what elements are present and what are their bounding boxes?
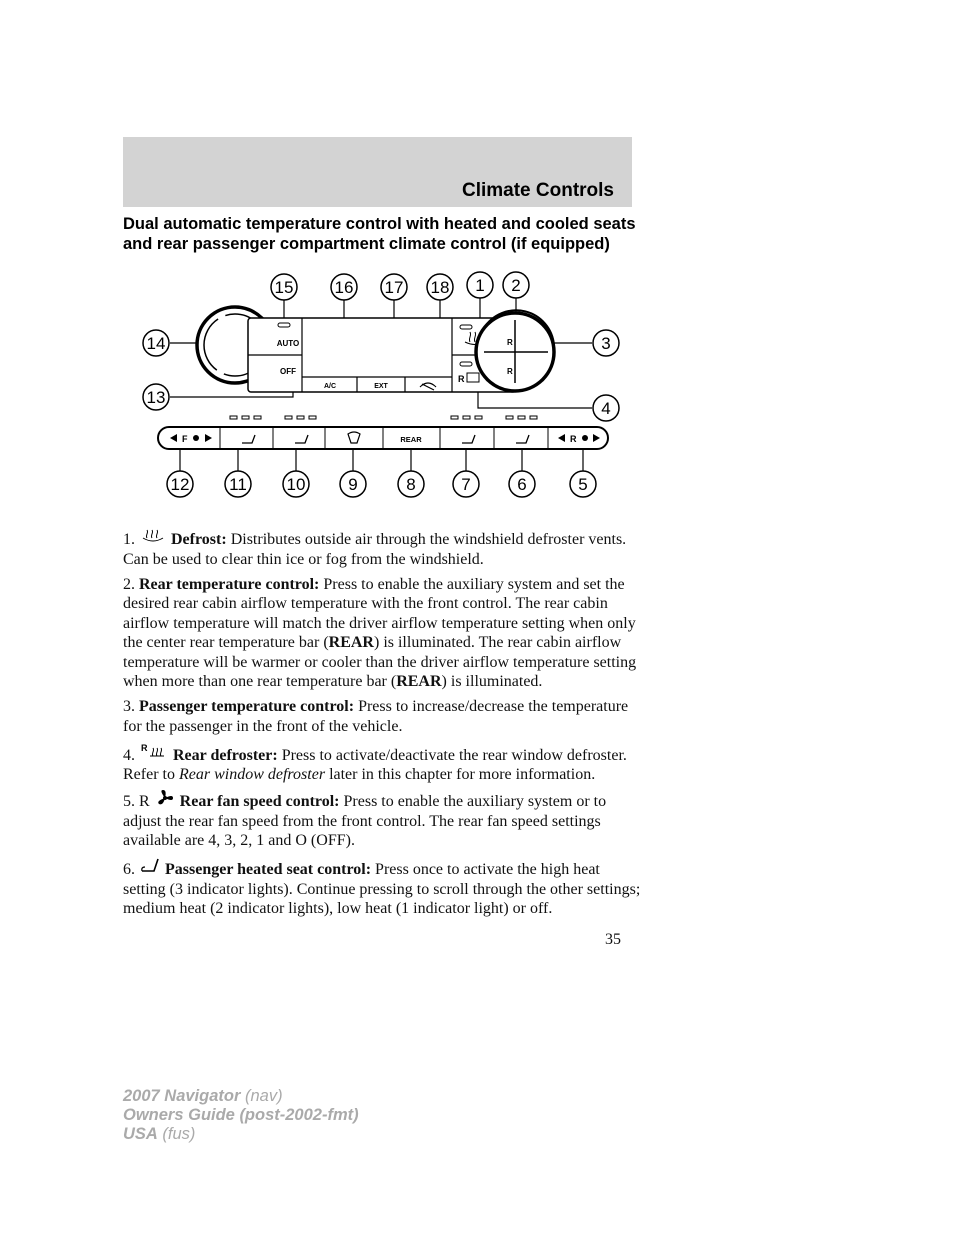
callout-number-10: 10 [286,475,306,494]
item-3: 3. Passenger temperature control: Press to increase/decrease the temperature for the passenger in the front of the vehicle. [123,698,629,735]
heated-seat-icon [139,856,161,874]
off-label: OFF [280,367,296,376]
page-number: 35 [605,931,621,948]
callout-number-14: 14 [146,334,166,353]
callout-number-11: 11 [229,475,247,494]
header-band [123,137,632,207]
fan-icon [154,790,176,806]
callout-number-16: 16 [334,278,354,297]
callout-number-5: 5 [578,475,588,494]
callout-number-12: 12 [170,475,190,494]
callout-number-13: 13 [146,388,166,407]
defrost-icon [139,528,167,544]
rear-defrost-r-label: R [458,374,465,384]
item-list [123,528,643,924]
footer: 2007 Navigator (nav) Owners Guide (post-2002-fmt) USA (fus) [123,1087,359,1143]
item-6: 6. Passenger heated seat control: Press once to activate the high heat setting (3 indicator lights). Continue pressing to scroll through the other settings; medium heat (2 indicator lights), low heat (1 indicator light) or off. [123,856,643,919]
callout-number-15: 15 [274,278,294,297]
callout-number-9: 9 [348,475,358,494]
callout-number-7: 7 [461,475,471,494]
item-1: 1. Defrost: Distributes outside air through the windshield defroster vents. Can be used to clear thin ice or fog from the windshield. [123,528,643,569]
ac-label: A/C [323,383,337,390]
item-5: 5. R Rear fan speed control: Press to enable the auxiliary system or to adjust the rear fan speed from the front control. The rear fan speed settings available are 4, 3, 2, 1 and O (OFF). [123,790,643,851]
passenger-temperature-knob [476,310,554,391]
rear-defrost-icon [139,742,169,760]
rear-temp-r-label-top: R [507,338,513,347]
callout-number-6: 6 [517,475,527,494]
heading-line-2: and rear passenger compartment climate control (if equipped) [123,235,610,253]
callout-number-4: 4 [601,399,611,418]
svg-text:R: R [141,742,148,753]
callout-number-2: 2 [511,276,521,295]
callout-number-1: 1 [475,276,485,295]
rear-fan-r-label: R [570,434,577,444]
rear-fan-icon [582,435,588,441]
section-title: Climate Controls [461,180,614,201]
item-2: 2. Rear temperature control: Press to enable the auxiliary system and set the desired rear cabin airflow temperature with the front control. The rear cabin airflow temperature will match the driver airflow temperature setting when only the center rear temperature bar (REAR) is illuminated. The rear cabin airflow temperature will be warmer or cooler than the driver airflow temperature setting when more than one rear temperature bar (REAR) is illuminated. [123,575,637,690]
front-fan-icon [193,435,199,441]
front-fan-f-label: F [182,434,188,444]
indicator-lights [230,416,537,419]
callout-number-17: 17 [384,278,404,297]
page-heading [123,214,643,254]
callout-number-8: 8 [406,475,416,494]
button-bar [158,427,608,449]
ext-label: EXT [374,383,388,390]
auto-label: AUTO [276,339,300,348]
rear-temp-r-label-bottom: R [507,367,513,376]
heading-line-1: Dual automatic temperature control with heated and cooled seats [123,215,636,233]
callout-number-3: 3 [601,334,611,353]
rear-button-label: REAR [400,435,422,444]
callout-number-18: 18 [430,278,450,297]
item-4: 4. R Rear defroster: Press to activate/deactivate the rear window defroster. Refer to Rear window defroster later in this chapter for more information. [123,742,627,783]
climate-control-diagram [130,270,630,510]
